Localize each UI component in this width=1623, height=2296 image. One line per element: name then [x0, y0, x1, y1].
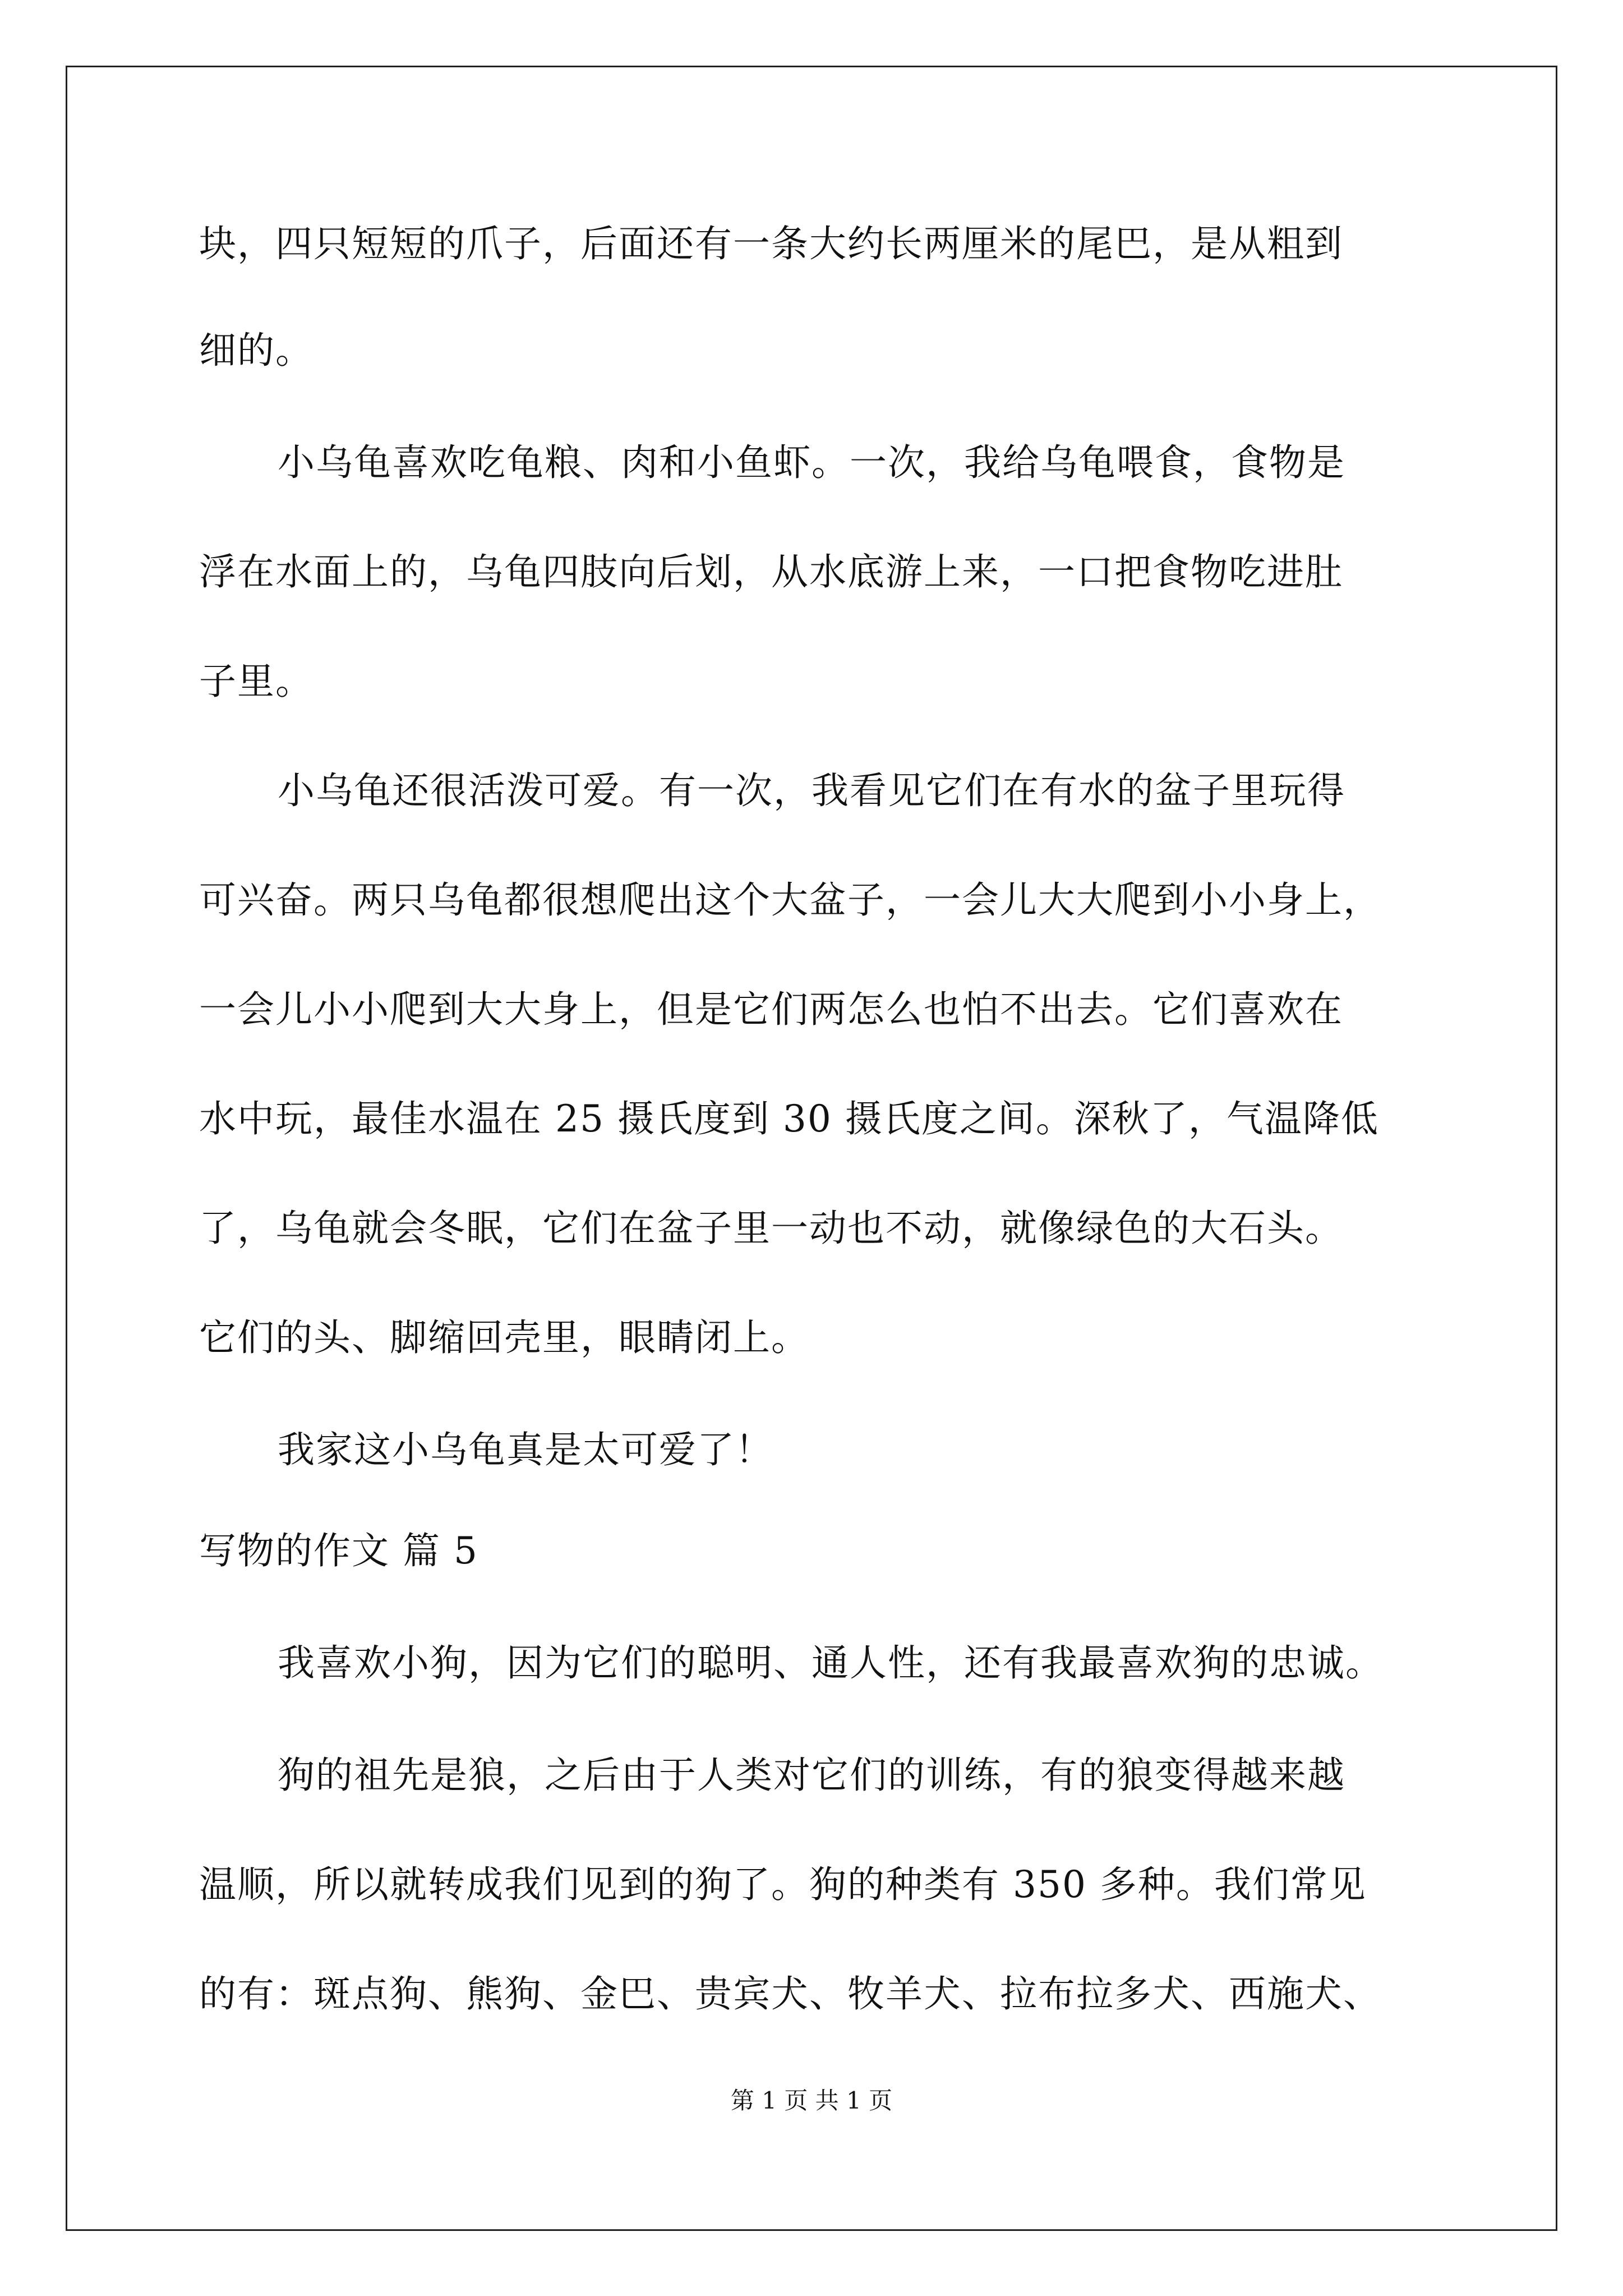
- section-heading: 写物的作文 篇 5: [199, 1529, 478, 1572]
- text-line: 可兴奋。两只乌龟都很想爬出这个大盆子，一会儿大大爬到小小身上，: [199, 878, 1381, 922]
- text-line: 了，乌龟就会冬眠，它们在盆子里一动也不动，就像绿色的大石头。: [199, 1207, 1343, 1250]
- text-line: 细的。: [199, 329, 313, 372]
- text-line: 的有：斑点狗、熊狗、金巴、贵宾犬、牧羊犬、拉布拉多犬、西施犬、: [199, 1972, 1381, 2016]
- page-footer: 第 1 页 共 1 页: [730, 2087, 893, 2114]
- paragraph-start: 狗的祖先是狼，之后由于人类对它们的训练，有的狼变得越来越: [278, 1754, 1345, 1797]
- text-line: 一会儿小小爬到大大身上，但是它们两怎么也怕不出去。它们喜欢在: [199, 988, 1343, 1031]
- text-line: 它们的头、脚缩回壳里，眼睛闭上。: [199, 1316, 809, 1359]
- text-line: 温顺，所以就转成我们见到的狗了。狗的种类有 350 多种。我们常见: [199, 1863, 1367, 1906]
- text-line: 浮在水面上的，乌龟四肢向后划，从水底游上来，一口把食物吃进肚: [199, 550, 1343, 593]
- text-line: 块，四只短短的爪子，后面还有一条大约长两厘米的尾巴，是从粗到: [199, 222, 1343, 265]
- paragraph-start: 我喜欢小狗，因为它们的聪明、通人性，还有我最喜欢狗的忠诚。: [278, 1641, 1384, 1685]
- text-line: 子里。: [199, 660, 313, 703]
- paragraph-start: 我家这小乌龟真是太可爱了！: [278, 1428, 773, 1471]
- text-line: 水中玩，最佳水温在 25 摄氏度到 30 摄氏度之间。深秋了，气温降低: [199, 1097, 1379, 1140]
- paragraph-start: 小乌龟还很活泼可爱。有一次，我看见它们在有水的盆子里玩得: [278, 769, 1345, 812]
- paragraph-start: 小乌龟喜欢吃龟粮、肉和小鱼虾。一次，我给乌龟喂食，食物是: [278, 441, 1345, 484]
